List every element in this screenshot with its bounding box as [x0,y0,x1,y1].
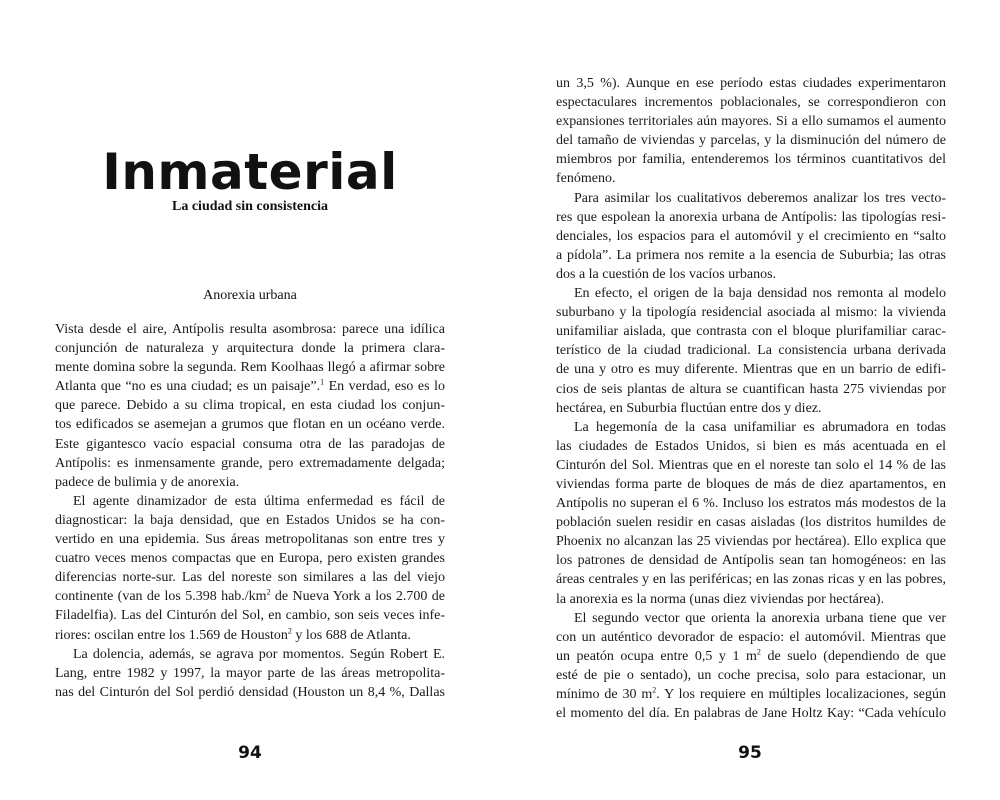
text-line: Para asimilar los cualitativos deberemos analizar los tres vecto- [574,190,946,206]
text-line: nas del Cinturón del Sol perdió densidad (Houston un 8,4 %, Dallas [55,684,445,700]
text-line: áreas centrales y en las periféricas; en las zonas ricas y en las pobres, [556,572,946,588]
text-line: mínimo de 30 $m^2$. Y los requiere en múltiples localizaciones, según [556,685,946,702]
text-line: conjunción de naturaleza y arquitectura donde la primera clara- [55,341,445,357]
text-line: padece de bulimia y de anorexia. [55,474,240,490]
text-line: riores: oscilan entre los 1.569 de Houston$^2$ y los 688 de Atlanta. [55,625,411,643]
text-line: mente domina sobre la segunda. Rem Koolhaas llegó a afirmar sobre [55,360,445,376]
text-line: El segundo vector que orienta la anorexia urbana tiene que ver [574,610,946,626]
text-line: espectaculares incrementos poblacionales, se correspondieron con [556,95,946,111]
text-line: En efecto, el origen de la baja densidad nos remonta al modelo [574,286,946,302]
chapter-subtitle: La ciudad sin consistencia [172,199,328,214]
text-line: cios de seis plantas de altura se cuantifican hasta 275 viviendas por [556,381,946,397]
text-line: Vista desde el aire, Antípolis resulta asombrosa: parece una idílica [55,322,445,337]
text-line: Atlanta que “no es una ciudad; es un paisaje”.$^1$ En verdad, eso es lo [55,377,445,395]
text-line: diagnosticar: la baja densidad, que en Estados Unidos se ha con- [55,512,445,528]
chapter-title: Inmaterial [102,143,398,201]
footnote-marker: 2 [652,685,657,695]
text-line: viviendas forma parte de bloques de más de diez apartamentos, en [556,476,946,492]
text-line: tos edificados se asemejan a grumos que flotan en un océano verde. [55,417,445,433]
page-number-left: 94 [238,743,262,763]
text-line: suburbano y la tipología residencial asociada al mismo: la vivienda [556,305,946,321]
text-line: esté de pie o sentado), un coche precisa, solo para estacionar, un [556,667,946,683]
text-line: los patrones de densidad de Antípolis sean tan homogéneos: en las [556,553,946,569]
text-line: Lang, entre 1982 y 1997, la mayor parte de las áreas metropolita- [55,665,445,681]
text-line: miembros por familia, entenderemos los términos cuantitativos del [556,152,946,168]
footnote-marker: 1 [320,377,325,387]
text-line: diferencias norte-sur. Las del noreste son similares a las del viejo [55,570,445,586]
section-heading: Anorexia urbana [203,288,297,303]
text-line: vertido en una epidemia. Sus áreas metropolitanas son entre tres y [55,532,445,548]
text-line: de una y otro es muy diferente. Mientras que en un barrio de edifi- [556,362,946,378]
text-line: El agente dinamizador de esta última enfermedad es fácil de [73,493,445,509]
text-line: Phoenix no alcanzan las 25 viviendas por hectárea). Ello explica que [556,534,946,550]
text-line: un peatón ocupa entre 0,5 y 1 $m^2$ de suelo (dependiendo de que [556,647,946,664]
text-line: terístico de la ciudad tradicional. La consistencia urbana derivada [556,343,946,359]
page-number-right: 95 [738,743,762,763]
right-body-text [556,74,946,723]
text-line: continente (van de los 5.398 $hab./km^2$ de Nueva York a los 2.700 de [55,587,445,605]
text-line: denciales, los espacios para el automóvil y el crecimiento en “salto [556,228,946,244]
text-line: Antípolis no superan el 6 %. Incluso los estratos más modestos de la [556,496,946,512]
text-line: el momento del día. En palabras de Jane Holtz Kay: “Cada vehículo [556,706,946,722]
text-line: Cinturón del Sol. Mientras que en el noreste tan solo el 14 % de las [556,457,946,473]
text-line: expansiones territoriales aún mayores. Si a ello sumamos el aumento [556,114,946,130]
text-line: Antípolis: es inmensamente grande, pero extremadamente delgada; [55,455,445,471]
text-line: fenómeno. [556,171,616,187]
text-line: del tamaño de viviendas y parcelas, y la disminución del número de [556,133,946,149]
text-line: la anorexia es la norma (unas diez viviendas por hectárea). [556,591,885,607]
footnote-marker: 2 [287,625,292,635]
text-line: dos a la cuestión de los vacíos urbanos. [556,266,777,282]
text-line: que parece. Debido a su clima tropical, en esta ciudad los conjun- [55,398,445,414]
text-line: un 3,5 %). Aunque en ese período estas ciudades experimentaron [556,76,946,91]
text-line: Filadelfia). Las del Cinturón del Sol, en cambio, son seis veces infe- [55,608,445,624]
text-line: Este gigantesco vacío espacial consuma otra de las paradojas de [55,436,445,452]
text-line: las ciudades de Estados Unidos, si bien es más acentuada en el [556,438,946,454]
text-line: población suelen residir en casas aisladas (los distritos humildes de [556,515,946,531]
footnote-marker: 2 [266,587,271,597]
text-line: La hegemonía de la casa unifamiliar es abrumadora en todas [574,419,946,435]
text-line: La dolencia, además, se agrava por momentos. Según Robert E. [73,646,445,662]
text-line: con un auténtico devorador de espacio: el automóvil. Mientras que [556,629,946,645]
text-line: a pídola”. La primera nos remite a la esencia de Suburbia; las otras [556,247,946,263]
text-line: hectárea, en Suburbia fluctúan entre dos y diez. [556,400,822,416]
text-line: cuatro veces menos compactas que en Europa, pero existen grandes [55,551,445,567]
text-line: res que espolean la anorexia urbana de Antípolis: las tipologías resi- [556,209,946,225]
footnote-marker: 2 [756,647,761,657]
text-line: unifamiliar aislada, que contrasta con el bloque plurifamiliar carac- [556,324,946,340]
